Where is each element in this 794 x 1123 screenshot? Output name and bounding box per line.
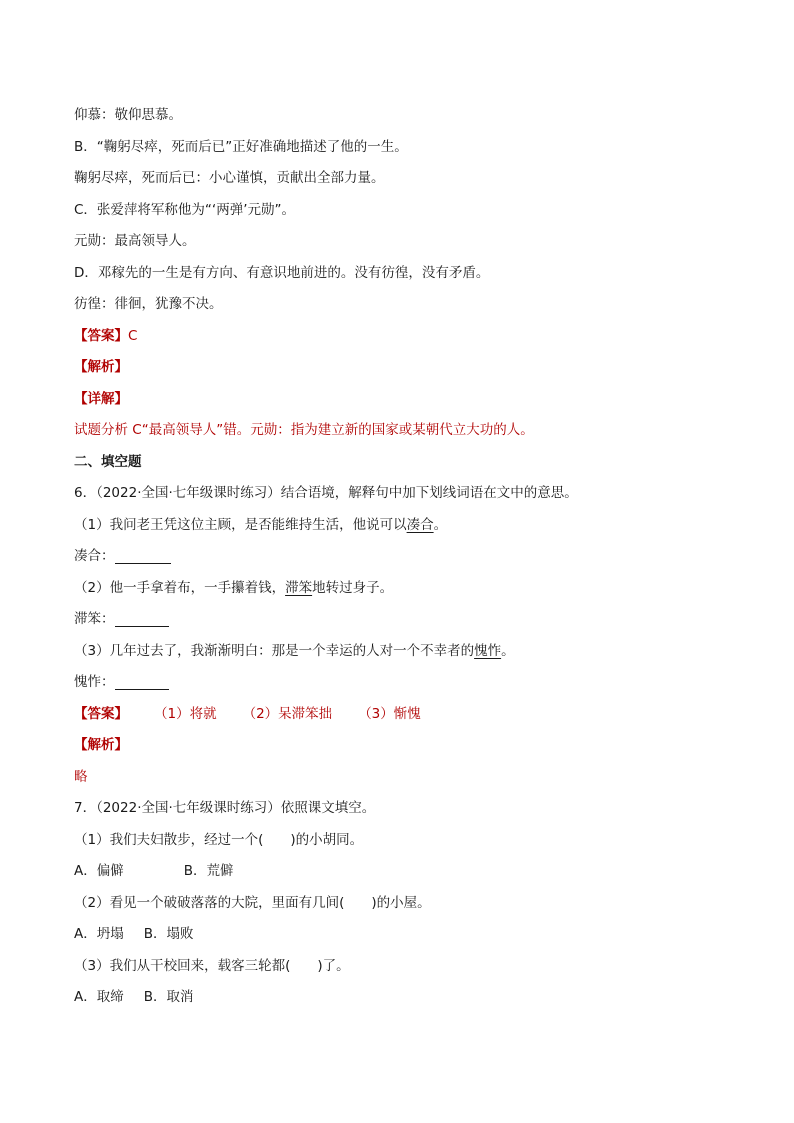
text-line: 元勋：最高领导人。 xyxy=(74,233,196,249)
q5-answer xyxy=(74,321,734,353)
answer-item: （1）将就 xyxy=(154,705,217,722)
q7-options-1 xyxy=(74,856,734,888)
text-line: 鞠躬尽瘁，死而后已：小心谨慎，贡献出全部力量。 xyxy=(74,170,385,186)
q6-analysis-text: 略 xyxy=(74,768,88,785)
q7-options-2 xyxy=(74,919,734,951)
answer-item: （2）呆滞笨拙 xyxy=(242,705,333,722)
q7-sentence-1: （1）我们夫妇散步，经过一个( )的小胡同。 xyxy=(74,831,364,848)
answer-blank[interactable] xyxy=(115,612,169,627)
sentence-text: （1）我问老王凭这位主顾，是否能维持生活，他说可以 xyxy=(74,516,407,533)
blank-label: 凑合： xyxy=(74,548,115,564)
q5-analysis-label: 【解析】 xyxy=(74,359,128,375)
underlined-word: 愧怍 xyxy=(474,642,502,659)
document-page xyxy=(74,100,734,1014)
option-a: A．坍塌 xyxy=(74,926,124,942)
answer-blank[interactable] xyxy=(115,675,169,690)
answer-label: 【答案】 xyxy=(74,327,128,344)
sentence-text: 地转过身子。 xyxy=(312,579,394,596)
q6-blank-1 xyxy=(74,541,734,573)
answer-blank[interactable] xyxy=(115,549,171,564)
blank-label: 愧怍： xyxy=(74,674,115,690)
underlined-word: 凑合 xyxy=(406,516,434,533)
sentence-text: （3）几年过去了，我渐渐明白：那是一个幸运的人对一个不幸者的 xyxy=(74,642,475,659)
answer-label: 【答案】 xyxy=(74,705,128,722)
answer-value: C xyxy=(128,327,138,344)
option-a: A．取缔 xyxy=(74,989,124,1005)
q7-stem: 7．（2022·全国·七年级课时练习）依照课文填空。 xyxy=(74,800,376,816)
q6-blank-3 xyxy=(74,667,734,699)
q6-sentence-3 xyxy=(74,636,734,668)
sentence-text: （2）他一手拿着布，一手攥着钱， xyxy=(74,579,286,596)
q6-stem: 6．（2022·全国·七年级课时练习）结合语境，解释句中加下划线词语在文中的意思。 xyxy=(74,485,578,501)
q6-answer xyxy=(74,699,734,731)
q6-blank-2 xyxy=(74,604,734,636)
text-line: 彷徨：徘徊，犹豫不决。 xyxy=(74,296,223,312)
q5-detail-text: 试题分析 C“最高领导人”错。元勋：指为建立新的国家或某朝代立大功的人。 xyxy=(74,422,534,438)
option-b: B．荒僻 xyxy=(183,863,234,879)
q7-options-3 xyxy=(74,982,734,1014)
blank-label: 滞笨： xyxy=(74,611,115,627)
sentence-text: 。 xyxy=(501,642,515,659)
option-b: B．塌败 xyxy=(143,926,194,942)
section-title: 二、填空题 xyxy=(74,453,142,470)
q6-sentence-1 xyxy=(74,510,734,542)
q7-sentence-3: （3）我们从干校回来，载客三轮都( )了。 xyxy=(74,957,350,974)
text-line: D．邓稼先的一生是有方向、有意识地前进的。没有彷徨，没有矛盾。 xyxy=(74,264,490,281)
q7-sentence-2: （2）看见一个破破落落的大院，里面有几间( )的小屋。 xyxy=(74,894,431,911)
q6-sentence-2 xyxy=(74,573,734,605)
sentence-text: 。 xyxy=(433,516,448,533)
q6-analysis-label: 【解析】 xyxy=(74,737,128,753)
q5-detail-label: 【详解】 xyxy=(74,390,128,407)
text-line: 仰慕：敬仰思慕。 xyxy=(74,107,182,123)
underlined-word: 滞笨 xyxy=(285,579,313,596)
option-a: A．偏僻 xyxy=(74,863,124,879)
answer-item: （3）惭愧 xyxy=(358,705,421,722)
text-line: C．张爱萍将军称他为“‘两弹’元勋”。 xyxy=(74,201,295,218)
option-b: B．取消 xyxy=(143,989,194,1005)
text-line: B．“鞠躬尽瘁，死而后已”正好准确地描述了他的一生。 xyxy=(74,138,408,155)
